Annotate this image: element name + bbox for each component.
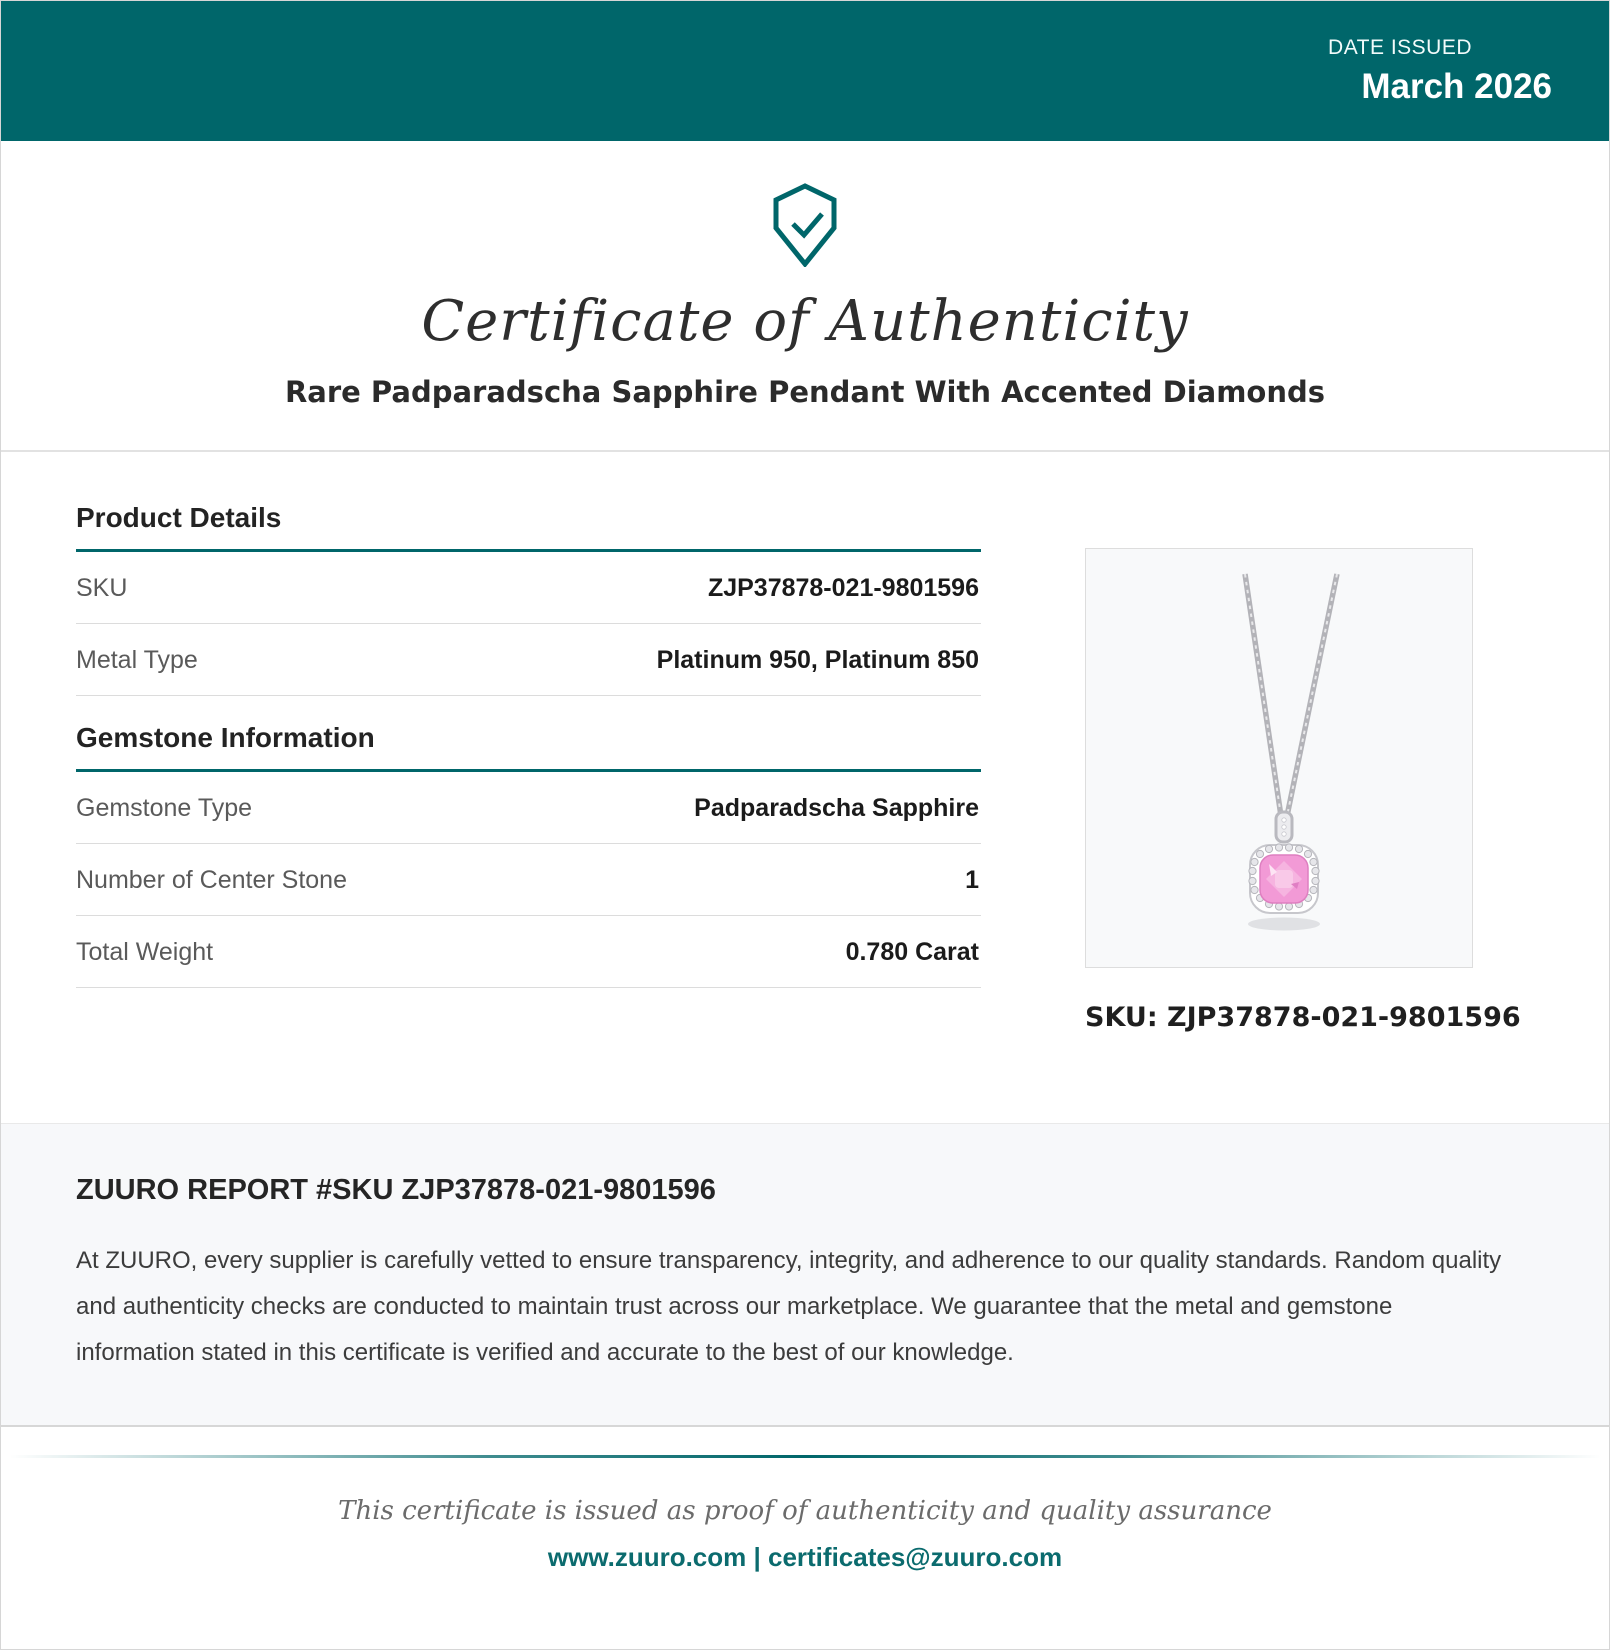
product-name: Rare Padparadscha Sapphire Pendant With Accented Diamonds [284,375,1326,409]
shield-check-icon [772,183,838,272]
date-issued-banner [1,1,1609,141]
row-label: Metal Type [76,646,198,674]
row-label: Gemstone Type [76,794,253,822]
row-label: SKU [76,574,128,602]
date-issued-value: March 2026 [1361,66,1552,106]
product-photo [1085,548,1473,968]
certificate-title: Certificate of Authenticity [421,289,1189,354]
footer-links[interactable]: www.zuuro.com | certificates@zuuro.com [547,1542,1063,1572]
row-value: 0.780 Carat [845,938,979,966]
certificate-header [1,141,1609,452]
spec-tables [76,502,981,1033]
footer [1,1496,1609,1573]
row-label: Total Weight [76,938,214,966]
table-row-total-weight [76,916,981,988]
photo-sku-caption: SKU: ZJP37878-021-9801596 [1085,1002,1521,1033]
table-row-center-stone-count [76,844,981,916]
row-value: 1 [965,866,979,894]
footer-note: This certificate is issued as proof of authenticity and quality assurance [338,1496,1272,1526]
row-value: Padparadscha Sapphire [694,794,979,822]
table-row-gemstone-type [76,772,981,844]
report-body: At ZUURO, every supplier is carefully vetted to ensure transparency, integrity, and adherence to our quality standards. Random quality and authenticity checks are conducted to maintain trust across our marketplace. We guarantee that the metal and gemstone information stated in this certificate is verified and accurate to the best of our knowledge. [76,1247,1502,1366]
table-row-sku [76,552,981,624]
report-title: ZUURO REPORT #SKU ZJP37878-021-9801596 [76,1174,716,1206]
zuuro-report-section [1,1123,1609,1427]
pendant-necklace-illustration [1109,564,1449,952]
product-details-heading: Product Details [76,502,981,552]
product-photo-panel [1085,548,1521,1033]
row-label: Number of Center Stone [76,866,347,894]
date-issued-label: DATE ISSUED [1328,35,1472,59]
table-row-metal-type [76,624,981,696]
row-value: Platinum 950, Platinum 850 [656,646,979,674]
footer-divider [9,1455,1601,1458]
row-value: ZJP37878-021-9801596 [707,574,979,602]
main-content [1,452,1609,1033]
gemstone-information-heading: Gemstone Information [76,722,981,772]
